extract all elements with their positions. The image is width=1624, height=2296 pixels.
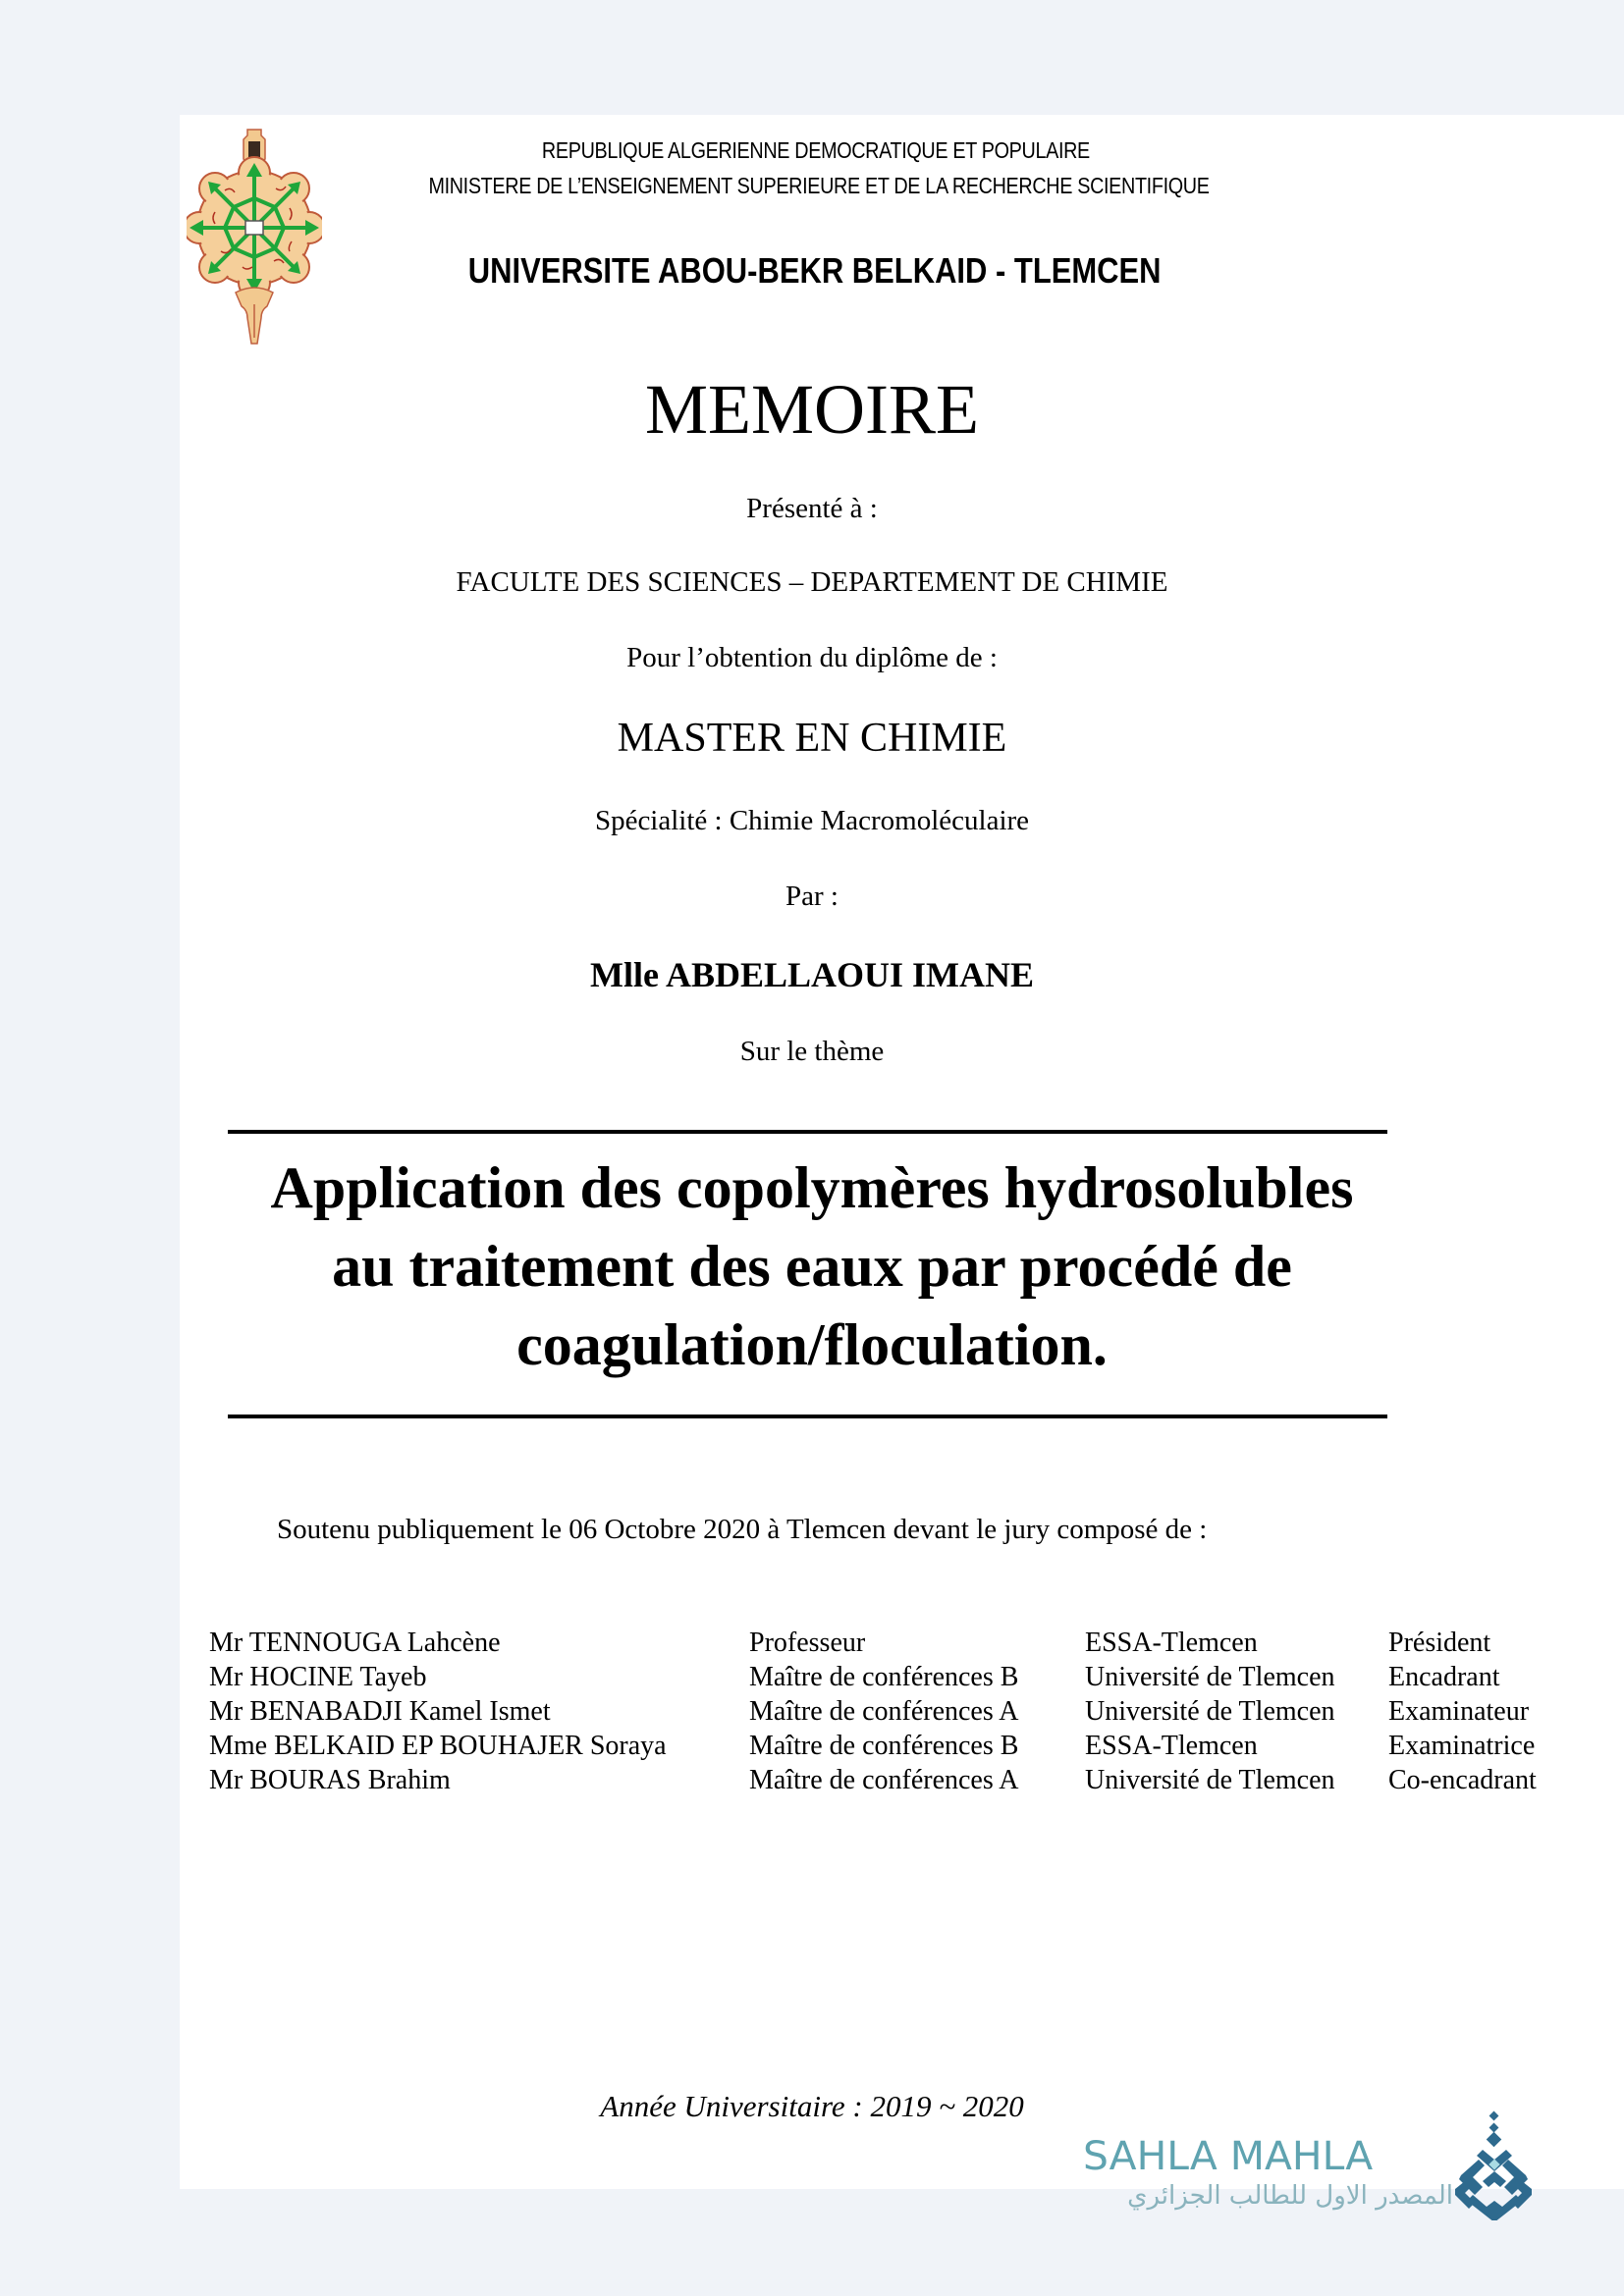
jury-role: Examinateur <box>1388 1696 1530 1727</box>
degree-name: MASTER EN CHIMIE <box>617 716 1007 761</box>
thesis-title-line: coagulation/floculation. <box>516 1312 1108 1377</box>
jury-institution: Université de Tlemcen <box>1085 1696 1335 1727</box>
jury-institution: Université de Tlemcen <box>1085 1662 1335 1692</box>
by-label: Par : <box>785 881 839 912</box>
title-top-rule <box>228 1130 1387 1134</box>
jury-institution: Université de Tlemcen <box>1085 1765 1335 1795</box>
watermark-brand: SAHLA MAHLA <box>1083 2134 1374 2179</box>
watermark-tagline: المصدر الاول للطالب الجزائري <box>1127 2181 1453 2211</box>
jury-grade: Professeur <box>749 1628 866 1658</box>
theme-label: Sur le thème <box>739 1036 885 1067</box>
jury-grade: Maître de conférences B <box>749 1731 1019 1761</box>
jury-name: Mme BELKAID EP BOUHAJER Soraya <box>209 1731 667 1761</box>
jury-institution: ESSA-Tlemcen <box>1085 1731 1258 1761</box>
faculty-department: FACULTE DES SCIENCES – DEPARTEMENT DE CHIMIE <box>456 566 1168 598</box>
jury-role: Encadrant <box>1388 1662 1500 1692</box>
degree-label: Pour l’obtention du diplôme de : <box>626 642 998 673</box>
republic-heading: REPUBLIQUE ALGERIENNE DEMOCRATIQUE ET POPULAIRE <box>541 137 1090 163</box>
jury-grade: Maître de conférences A <box>749 1696 1019 1727</box>
ministry-heading: MINISTERE DE L’ENSEIGNEMENT SUPERIEURE ET DE LA RECHERCHE SCIENTIFIQUE <box>428 173 1210 198</box>
thesis-title-line: Application des copolymères hydrosolubles <box>270 1155 1354 1220</box>
jury-grade: Maître de conférences B <box>749 1662 1019 1692</box>
jury-name: Mr HOCINE Tayeb <box>209 1662 427 1692</box>
jury-name: Mr BENABADJI Kamel Ismet <box>209 1696 551 1727</box>
jury-name: Mr TENNOUGA Lahcène <box>209 1628 501 1658</box>
jury-role: Examinatrice <box>1388 1731 1536 1761</box>
jury-role: Président <box>1388 1628 1491 1658</box>
document-type-title: MEMOIRE <box>645 370 979 449</box>
author-name: Mlle ABDELLAOUI IMANE <box>589 955 1035 994</box>
title-bottom-rule <box>228 1415 1387 1418</box>
sahla-mahla-logo-icon <box>1453 2110 1534 2220</box>
defense-statement: Soutenu publiquement le 06 Octobre 2020 à Tlemcen devant le jury composé de : <box>277 1514 1208 1545</box>
jury-role: Co-encadrant <box>1388 1765 1537 1795</box>
jury-grade: Maître de conférences A <box>749 1765 1019 1795</box>
jury-institution: ESSA-Tlemcen <box>1085 1628 1258 1658</box>
specialty: Spécialité : Chimie Macromoléculaire <box>594 805 1030 836</box>
academic-year: Année Universitaire : 2019 ~ 2020 <box>600 2089 1024 2123</box>
thesis-title <box>0 1148 1624 1384</box>
thesis-title-line: au traitement des eaux par procédé de <box>332 1234 1292 1299</box>
presented-to-label: Présenté à : <box>746 493 878 524</box>
university-name: UNIVERSITE ABOU-BEKR BELKAID - TLEMCEN <box>467 250 1162 291</box>
jury-name: Mr BOURAS Brahim <box>209 1765 451 1795</box>
